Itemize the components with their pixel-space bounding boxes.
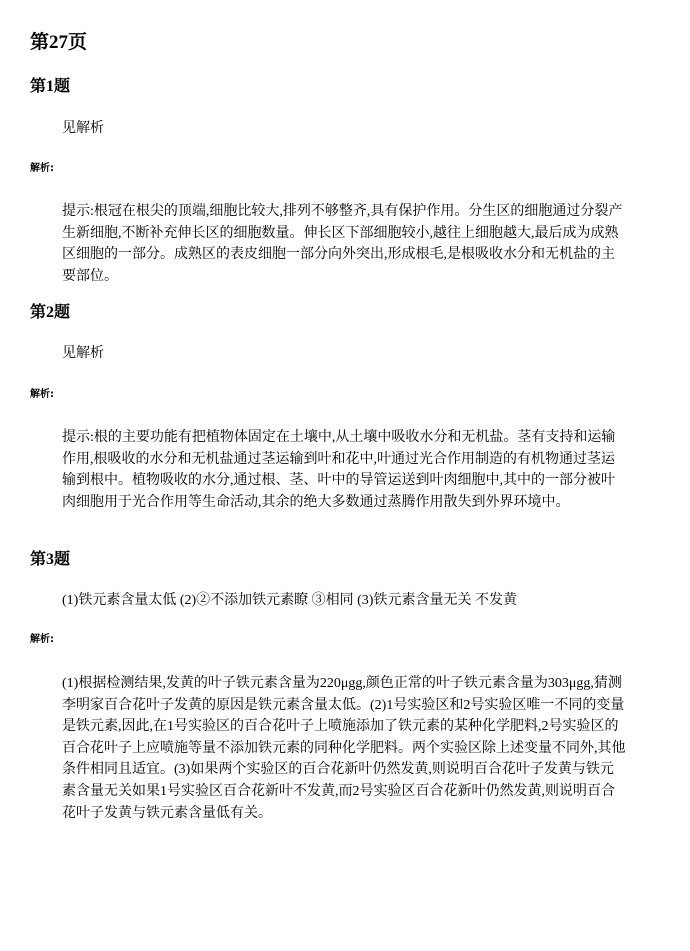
page-title: 第27页 [30, 32, 88, 53]
question-3-answer: (1)铁元素含量太低 (2)②不添加铁元素瞭 ③相同 (3)铁元素含量无关 不发黄 [62, 593, 517, 608]
question-1-analysis-text: 提示:根冠在根尖的顶端,细胞比较大,排列不够整齐,具有保护作用。分生区的细胞通过分裂产生新细胞,不断补充伸长区的细胞数量。伸长区下部细胞较小,越往上细胞越大,最后成为成熟区细胞的一部分。成熟区的表皮细胞一部分向外突出,形成根毛,是根吸收水分和无机盐的主要部位。 [62, 204, 623, 284]
question-2-analysis-text: 提示:根的主要功能有把植物体固定在土壤中,从土壤中吸收水分和无机盐。茎有支持和运输作用,根吸收的水分和无机盐通过茎运输到叶和花中,叶通过光合作用制造的有机物通过茎运输到根中。植物吸收的水分,通过根、茎、叶中的导管运送到叶肉细胞中,其中的一部分被叶肉细胞用于光合作用等生命活动,其余的绝大多数通过蒸腾作用散失到外界环境中。 [62, 430, 616, 510]
question-1-answer: 见解析 [62, 121, 104, 136]
question-3-heading: 第3题 [30, 551, 71, 568]
question-2-answer: 见解析 [62, 346, 104, 361]
question-2-analysis-label: 解析: [30, 389, 54, 400]
question-2-heading: 第2题 [30, 304, 71, 321]
question-3-analysis-label: 解析: [30, 634, 54, 645]
question-1-heading: 第1题 [30, 78, 71, 95]
question-3-analysis-text: (1)根据检测结果,发黄的叶子铁元素含量为220μgg,颜色正常的叶子铁元素含量为303μgg,猜测李明家百合花叶子发黄的原因是铁元素含量太低。(2)1号实验区和2号实验区唯一不同的变量是铁元素,因此,在1号实验区的百合花叶子上喷施添加了铁元素的某种化学肥料,2号实验区的百合花叶子上应喷施等量不添加铁元素的同种化学肥料。两个实验区除上述变量不同外,其他条件相同且适宜。(3)如果两个实验区的百合花新叶仍然发黄,则说明百合花叶子发黄与铁元素含量无关如果1号实验区百合花新叶不发黄,而2号实验区百合花新叶仍然发黄,则说明百合花叶子发黄与铁元素含量低有关。 [62, 676, 626, 821]
question-1-analysis-label: 解析: [30, 163, 54, 174]
